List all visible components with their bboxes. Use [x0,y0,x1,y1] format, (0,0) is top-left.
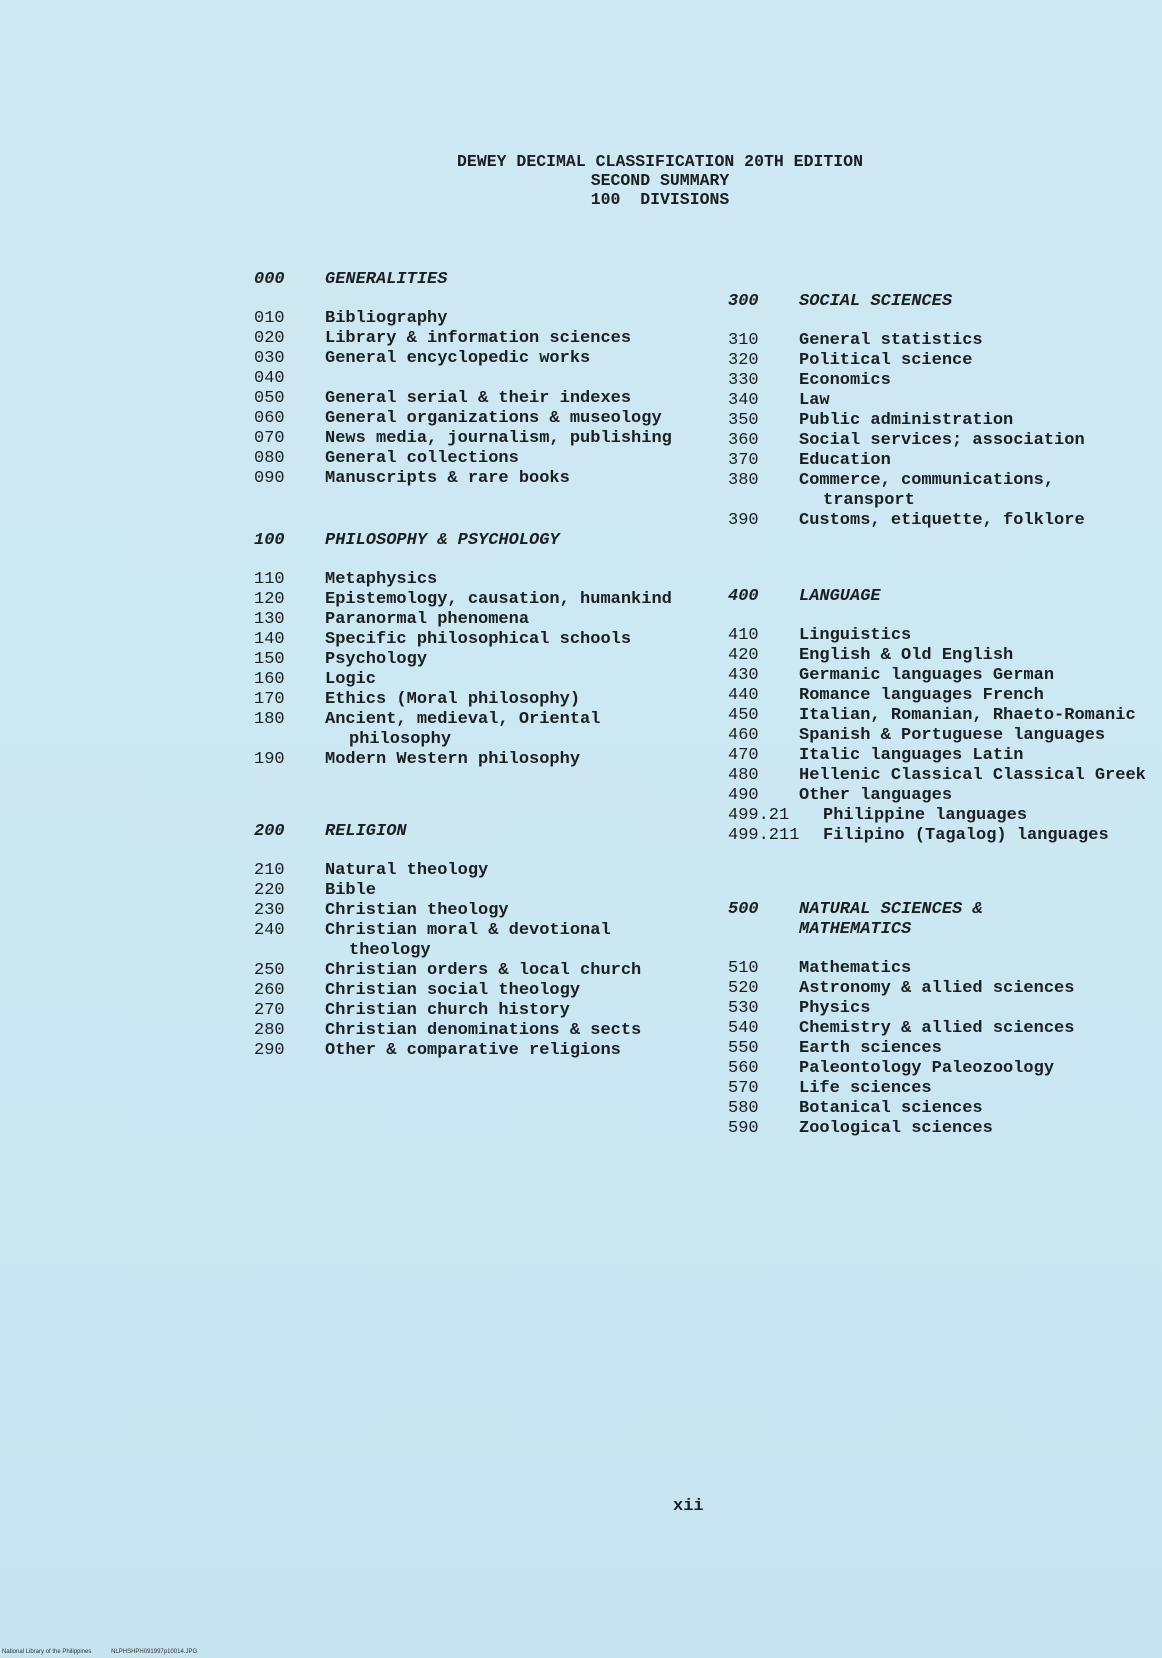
class-label: Germanic languages German [799,666,1055,685]
classification-row [254,610,674,630]
class-label: Specific philosophical schools [325,630,632,649]
section-title: RELIGION [325,822,407,841]
class-label: General encyclopedic works [325,349,591,368]
classification-row [728,746,1148,766]
section-100 [254,531,674,770]
class-number: 230 [254,901,285,920]
class-number: 130 [254,610,285,629]
section-code: 100 [254,531,285,550]
classification-row [254,861,674,881]
class-number: 310 [728,331,759,350]
class-number: 280 [254,1021,285,1040]
class-label: Customs, etiquette, folklore [799,511,1085,530]
class-number: 170 [254,690,285,709]
class-number: 180 [254,710,285,729]
class-number: 020 [254,329,285,348]
class-number: 140 [254,630,285,649]
section-code: 500 [728,900,759,919]
class-label: Christian church history [325,1001,570,1020]
classification-row [728,511,1148,531]
class-number: 440 [728,686,759,705]
class-number: 070 [254,429,285,448]
section-heading [728,900,1148,940]
class-number: 110 [254,570,285,589]
class-label: Physics [799,999,871,1018]
class-number: 560 [728,1059,759,1078]
class-label: Epistemology, causation, humankind [325,590,672,609]
class-number: 499.21 [728,806,790,825]
section-000 [254,270,674,489]
class-number: 570 [728,1079,759,1098]
classification-row [728,959,1148,979]
section-code: 200 [254,822,285,841]
class-label [325,369,674,389]
classification-row [728,1059,1148,1079]
classification-row [254,570,674,590]
class-number: 350 [728,411,759,430]
classification-row [254,690,674,710]
class-label: News media, journalism, publishing [325,429,672,448]
classification-row [254,590,674,610]
classification-row [728,331,1148,351]
class-label: Paranormal phenomena [325,610,530,629]
class-number: 060 [254,409,285,428]
class-label: Hellenic Classical Classical Greek [799,766,1146,785]
class-label: Life sciences [799,1079,932,1098]
class-label: Spanish & Portuguese languages [799,726,1106,745]
class-label: Mathematics [799,959,912,978]
class-label: Christian social theology [325,981,581,1000]
section-heading [728,587,1148,607]
classification-row [728,1079,1148,1099]
class-label: Astronomy & allied sciences [799,979,1075,998]
class-number: 320 [728,351,759,370]
classification-row [254,1041,674,1061]
class-number: 260 [254,981,285,1000]
section-500 [728,900,1148,1139]
footer-library: National Library of the Philippines [2,1649,92,1655]
classification-row [728,706,1148,726]
class-label: Filipino (Tagalog) languages [823,826,1109,845]
class-number: 480 [728,766,759,785]
class-number: 270 [254,1001,285,1020]
section-heading [254,531,674,551]
classification-row [254,329,674,349]
classification-row [728,999,1148,1019]
class-number: 250 [254,961,285,980]
classification-row [254,881,674,901]
section-title: GENERALITIES [325,270,448,289]
classification-row [728,371,1148,391]
class-label: Italian, Romanian, Rhaeto-Romanic [799,706,1136,725]
class-label: Manuscripts & rare books [325,469,570,488]
class-number: 040 [254,369,285,388]
class-number: 499.211 [728,826,800,845]
classification-row [728,1019,1148,1039]
class-label: General statistics [799,331,983,350]
classification-row [254,750,674,770]
class-number: 150 [254,650,285,669]
class-number: 410 [728,626,759,645]
class-label: Ethics (Moral philosophy) [325,690,581,709]
class-number: 390 [728,511,759,530]
classification-row [254,670,674,690]
class-label: Zoological sciences [799,1119,993,1138]
classification-row [728,806,1148,826]
class-number: 290 [254,1041,285,1060]
classification-row [728,1099,1148,1119]
classification-row [728,766,1148,786]
class-number: 330 [728,371,759,390]
classification-row [728,471,1148,511]
class-number: 380 [728,471,759,490]
class-label: Public administration [799,411,1014,430]
classification-row [254,369,674,389]
class-label: Education [799,451,891,470]
class-label: Commerce, communications, transport [799,471,1055,510]
classification-row [728,351,1148,371]
class-number: 510 [728,959,759,978]
class-label: Linguistics [799,626,912,645]
section-400 [728,587,1148,846]
classification-row [254,349,674,369]
class-number: 520 [728,979,759,998]
class-number: 450 [728,706,759,725]
class-label: Bible [325,881,377,900]
class-number: 240 [254,921,285,940]
heading-block [380,152,940,209]
classification-row [728,826,1148,846]
classification-row [254,921,674,961]
section-300 [728,292,1148,531]
class-label: Bibliography [325,309,448,328]
classification-row [728,1039,1148,1059]
class-number: 360 [728,431,759,450]
class-number: 030 [254,349,285,368]
class-label: Italic languages Latin [799,746,1024,765]
classification-row [728,979,1148,999]
class-label: Christian orders & local church [325,961,642,980]
classification-row [728,666,1148,686]
document-subtitle: SECOND SUMMARY [590,171,730,190]
class-label: Ancient, medieval, Oriental philosophy [325,710,601,749]
right-column [728,292,1148,1161]
classification-row [728,786,1148,806]
class-label: Logic [325,670,377,689]
class-label: Other & comparative religions [325,1041,621,1060]
classification-row [254,981,674,1001]
classification-row [728,626,1148,646]
classification-row [254,449,674,469]
class-label: General collections [325,449,519,468]
section-code: 400 [728,587,759,606]
class-label: Natural theology [325,861,489,880]
class-label: Economics [799,371,891,390]
scan-footer [2,1649,215,1655]
classification-row [254,650,674,670]
class-label: Political science [799,351,973,370]
class-number: 220 [254,881,285,900]
class-number: 080 [254,449,285,468]
classification-row [254,1021,674,1041]
class-label: Philippine languages [823,806,1028,825]
class-number: 010 [254,309,285,328]
class-label: Metaphysics [325,570,438,589]
section-heading [254,270,674,290]
classification-row [254,389,674,409]
class-number: 580 [728,1099,759,1118]
class-number: 370 [728,451,759,470]
section-code: 000 [254,270,285,289]
section-heading [728,292,1148,312]
class-number: 340 [728,391,759,410]
class-label: English & Old English [799,646,1014,665]
left-column [254,270,674,1083]
class-number: 190 [254,750,285,769]
section-title: PHILOSOPHY & PSYCHOLOGY [325,531,560,550]
class-label: Law [799,391,830,410]
divisions-heading: 100 DIVISIONS [590,190,730,209]
section-code: 300 [728,292,759,311]
class-label: Christian moral & devotional theology [325,921,611,960]
classification-row [254,630,674,650]
section-title: NATURAL SCIENCES & MATHEMATICS [799,900,983,939]
classification-row [254,409,674,429]
classification-row [728,686,1148,706]
classification-row [254,1001,674,1021]
class-label: Social services; association [799,431,1085,450]
class-label: General organizations & museology [325,409,662,428]
class-label: Christian theology [325,901,509,920]
section-heading [254,822,674,842]
classification-row [254,309,674,329]
classification-row [728,431,1148,451]
class-number: 590 [728,1119,759,1138]
class-label: Modern Western philosophy [325,750,581,769]
class-number: 490 [728,786,759,805]
class-number: 470 [728,746,759,765]
class-number: 460 [728,726,759,745]
classification-row [728,646,1148,666]
class-label: Paleontology Paleozoology [799,1059,1055,1078]
class-label: Christian denominations & sects [325,1021,642,1040]
class-label: Other languages [799,786,953,805]
class-number: 540 [728,1019,759,1038]
class-number: 430 [728,666,759,685]
class-label: Botanical sciences [799,1099,983,1118]
class-label: Chemistry & allied sciences [799,1019,1075,1038]
document-title: DEWEY DECIMAL CLASSIFICATION 20TH EDITION [457,152,863,171]
class-label: Earth sciences [799,1039,942,1058]
classification-row [728,726,1148,746]
class-label: General serial & their indexes [325,389,632,408]
class-number: 090 [254,469,285,488]
class-number: 530 [728,999,759,1018]
class-number: 050 [254,389,285,408]
section-title: SOCIAL SCIENCES [799,292,953,311]
class-label: Romance languages French [799,686,1044,705]
classification-row [728,451,1148,471]
classification-row [254,429,674,449]
class-number: 120 [254,590,285,609]
section-200 [254,822,674,1061]
classification-row [728,411,1148,431]
classification-row [254,469,674,489]
classification-row [728,391,1148,411]
class-label: Psychology [325,650,428,669]
class-label: Library & information sciences [325,329,632,348]
classification-row [254,961,674,981]
class-number: 420 [728,646,759,665]
class-number: 550 [728,1039,759,1058]
page-number: xii [673,1497,704,1516]
class-number: 160 [254,670,285,689]
footer-file: NLPHSHPH091997p10014.JPG [111,1649,198,1655]
section-title: LANGUAGE [799,587,881,606]
class-number: 210 [254,861,285,880]
classification-row [254,901,674,921]
classification-row [728,1119,1148,1139]
classification-row [254,710,674,750]
